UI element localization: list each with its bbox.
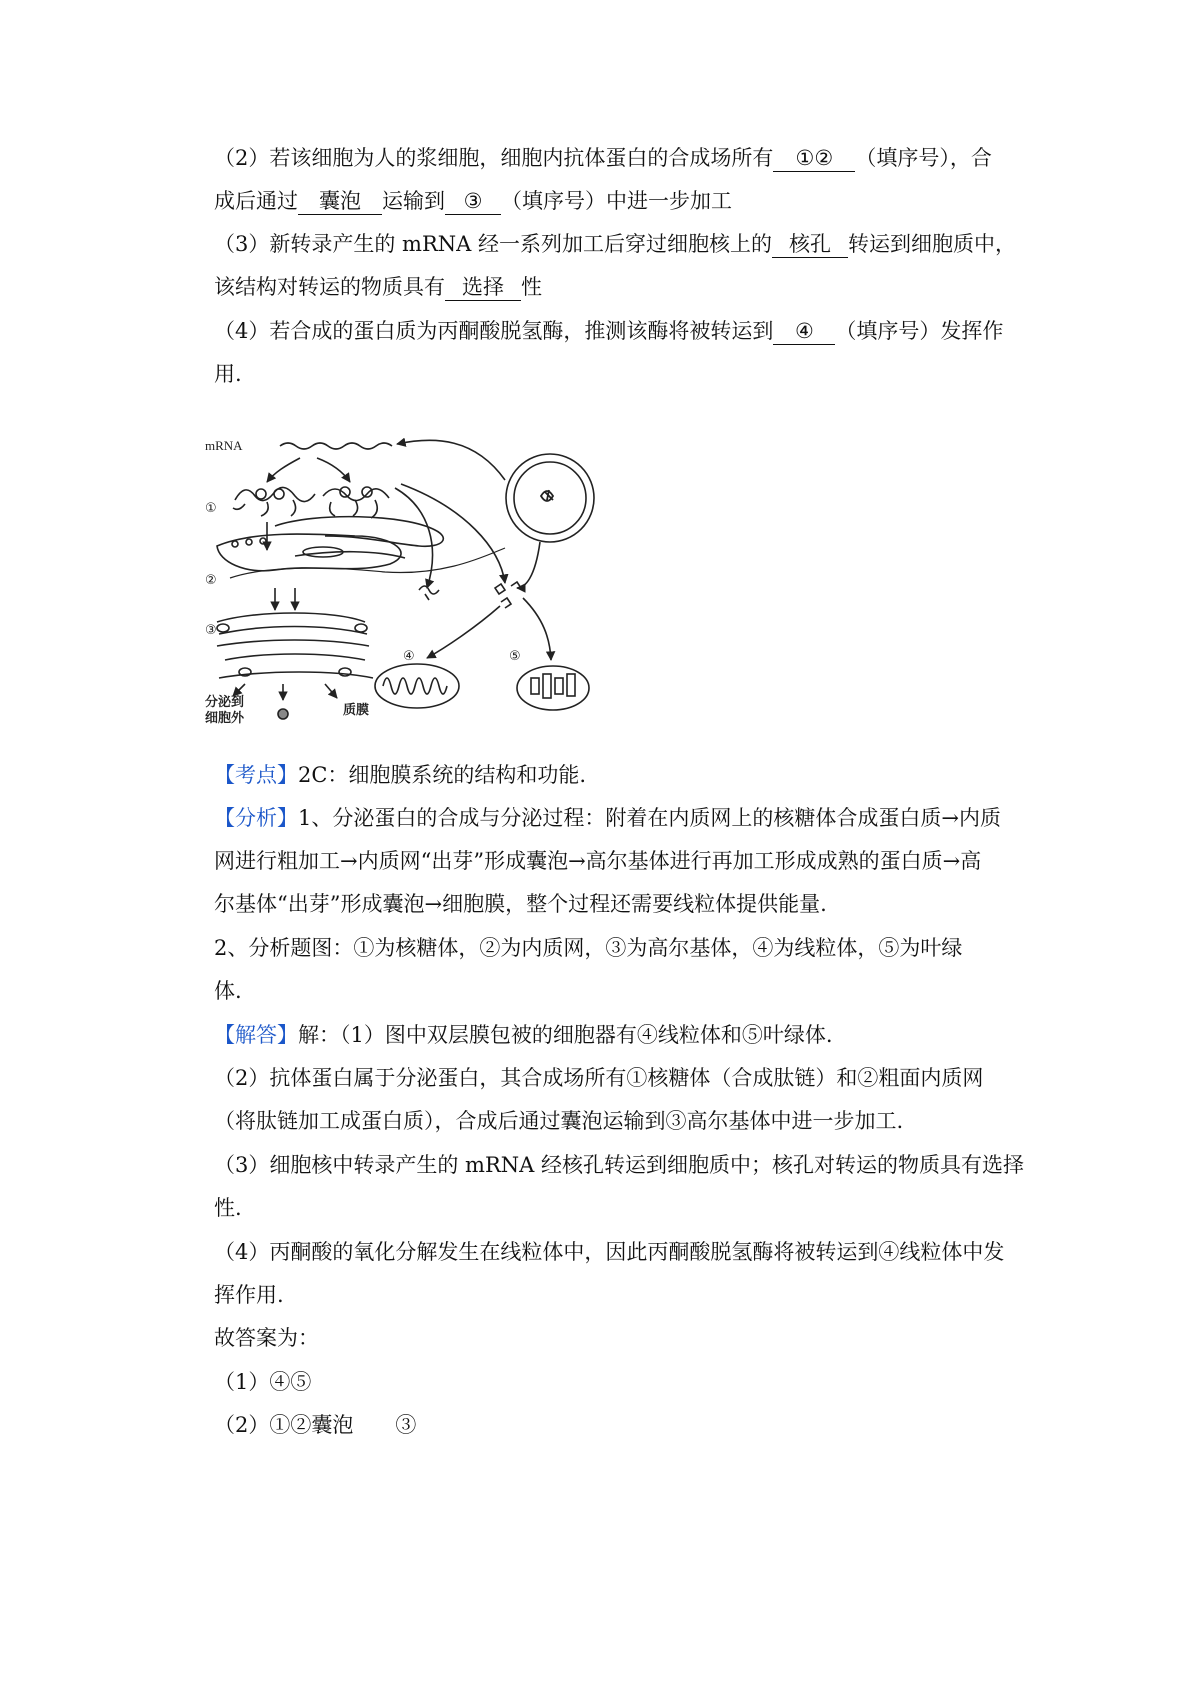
jieda-text-3: （将肽链加工成蛋白质），合成后通过囊泡运输到③高尔基体中进一步加工. (214, 1109, 904, 1133)
q4-text-1b: （填序号）发挥作 (835, 319, 1004, 343)
fenxi-line-2 (214, 846, 981, 876)
q2-text-2a: 成后通过 (214, 189, 298, 213)
label-5: ⑤ (509, 649, 521, 664)
label-2: ② (205, 573, 217, 588)
fenxi-tag: 【分析】 (214, 806, 298, 830)
q2-text-2c: （填序号）中进一步加工 (501, 189, 732, 213)
fenxi-text-1: 1、分泌蛋白的合成与分泌过程：附着在内质网上的核糖体合成蛋白质→内质 (298, 806, 1001, 830)
ribosome-2 (323, 489, 389, 501)
q2-answer-blank-2: 囊泡 (298, 188, 382, 215)
q2-answer-blank-3: ③ (445, 188, 501, 215)
jieda-text-7: 挥作用. (214, 1283, 284, 1307)
q3-answer-blank-1: 核孔 (772, 231, 848, 258)
jieda-text-2: （2）抗体蛋白属于分泌蛋白，其合成场所有①核糖体（合成肽链）和②粗面内质网 (214, 1066, 984, 1090)
jieda-line-6 (214, 1237, 1004, 1267)
label-1: ① (205, 501, 217, 516)
answer-2 (214, 1410, 416, 1440)
answer-1 (214, 1367, 311, 1397)
q3-text-1a: （3）新转录产生的 mRNA 经一系列加工后穿过细胞核上的 (214, 232, 772, 256)
jieda-text-5: 性. (214, 1196, 242, 1220)
mrna-label: mRNA (205, 438, 243, 453)
q2-line-1 (214, 143, 992, 173)
secrete-label-2: 细胞外 (205, 711, 245, 726)
q3-text-2b: 性 (521, 275, 542, 299)
answer-1-text: （1）④⑤ (214, 1370, 312, 1394)
membrane-label: 质膜 (343, 703, 370, 718)
q4-line-1 (214, 316, 1003, 346)
jieda-line-4 (214, 1150, 1024, 1180)
secrete-label-1: 分泌到 (205, 695, 245, 710)
q3-text-2a: 该结构对转运的物质具有 (214, 275, 445, 299)
label-3: ③ (205, 623, 217, 638)
kaodian-tag: 【考点】 (214, 763, 298, 787)
q4-text-2: 用. (214, 362, 242, 386)
fenxi-line-3 (214, 889, 827, 919)
fenxi-text-3: 尔基体“出芽”形成囊泡→细胞膜，整个过程还需要线粒体提供能量. (214, 892, 827, 916)
q4-line-2 (214, 359, 242, 389)
fenxi-line-5 (214, 976, 242, 1006)
fenxi-text-4: 2、分析题图：①为核糖体，②为内质网，③为高尔基体，④为线粒体，⑤为叶绿 (214, 936, 963, 960)
kaodian-text: 2C：细胞膜系统的结构和功能. (298, 763, 587, 787)
free-protein (419, 586, 439, 600)
q2-text-1a: （2）若该细胞为人的浆细胞，细胞内抗体蛋白的合成场所有 (214, 146, 774, 170)
q3-text-1b: 转运到细胞质中， (847, 232, 1016, 256)
answer-head-text: 故答案为： (214, 1326, 319, 1350)
jieda-text-6: （4）丙酮酸的氧化分解发生在线粒体中，因此丙酮酸脱氢酶将被转运到④线粒体中发 (214, 1240, 1005, 1264)
q2-text-1b: （填序号），合 (855, 146, 992, 170)
jieda-line-3 (214, 1106, 903, 1136)
jieda-line-1 (214, 1020, 833, 1050)
jieda-line-7 (214, 1280, 284, 1310)
q4-text-1a: （4）若合成的蛋白质为丙酮酸脱氢酶，推测该酶将被转运到 (214, 319, 774, 343)
cell-diagram-svg (205, 438, 635, 758)
protein-cluster (495, 582, 521, 608)
jieda-line-5 (214, 1193, 242, 1223)
kaodian-line (214, 760, 586, 790)
golgi-stack (217, 613, 369, 660)
fenxi-line-4 (214, 933, 962, 963)
jieda-line-2 (214, 1063, 983, 1093)
q2-text-2b: 运输到 (382, 189, 445, 213)
fenxi-text-2: 网进行粗加工→内质网“出芽”形成囊泡→高尔基体进行再加工形成成熟的蛋白质→高 (214, 849, 982, 873)
answer-heading (214, 1323, 319, 1353)
fenxi-line-1 (214, 803, 1001, 833)
ribosome-1 (235, 487, 315, 501)
q3-answer-blank-2: 选择 (445, 274, 521, 301)
answer-2-text: （2）①②囊泡 ③ (214, 1413, 417, 1437)
jieda-text-4: （3）细胞核中转录产生的 mRNA 经核孔转运到细胞质中；核孔对转运的物质具有选择 (214, 1153, 1024, 1177)
q3-line-2 (214, 272, 542, 302)
cell-diagram (205, 438, 635, 758)
jieda-tag: 【解答】 (214, 1023, 298, 1047)
q2-answer-blank-1: ①② (773, 145, 855, 172)
fenxi-text-5: 体. (214, 979, 242, 1003)
q4-answer-blank-1: ④ (773, 318, 835, 345)
q3-line-1 (214, 229, 1016, 259)
chloroplast (517, 666, 589, 710)
jieda-text-1: 解：（1）图中双层膜包被的细胞器有④线粒体和⑤叶绿体. (298, 1023, 833, 1047)
label-4: ④ (403, 649, 415, 664)
q2-line-2 (214, 186, 732, 216)
mrna-strand (280, 443, 392, 449)
